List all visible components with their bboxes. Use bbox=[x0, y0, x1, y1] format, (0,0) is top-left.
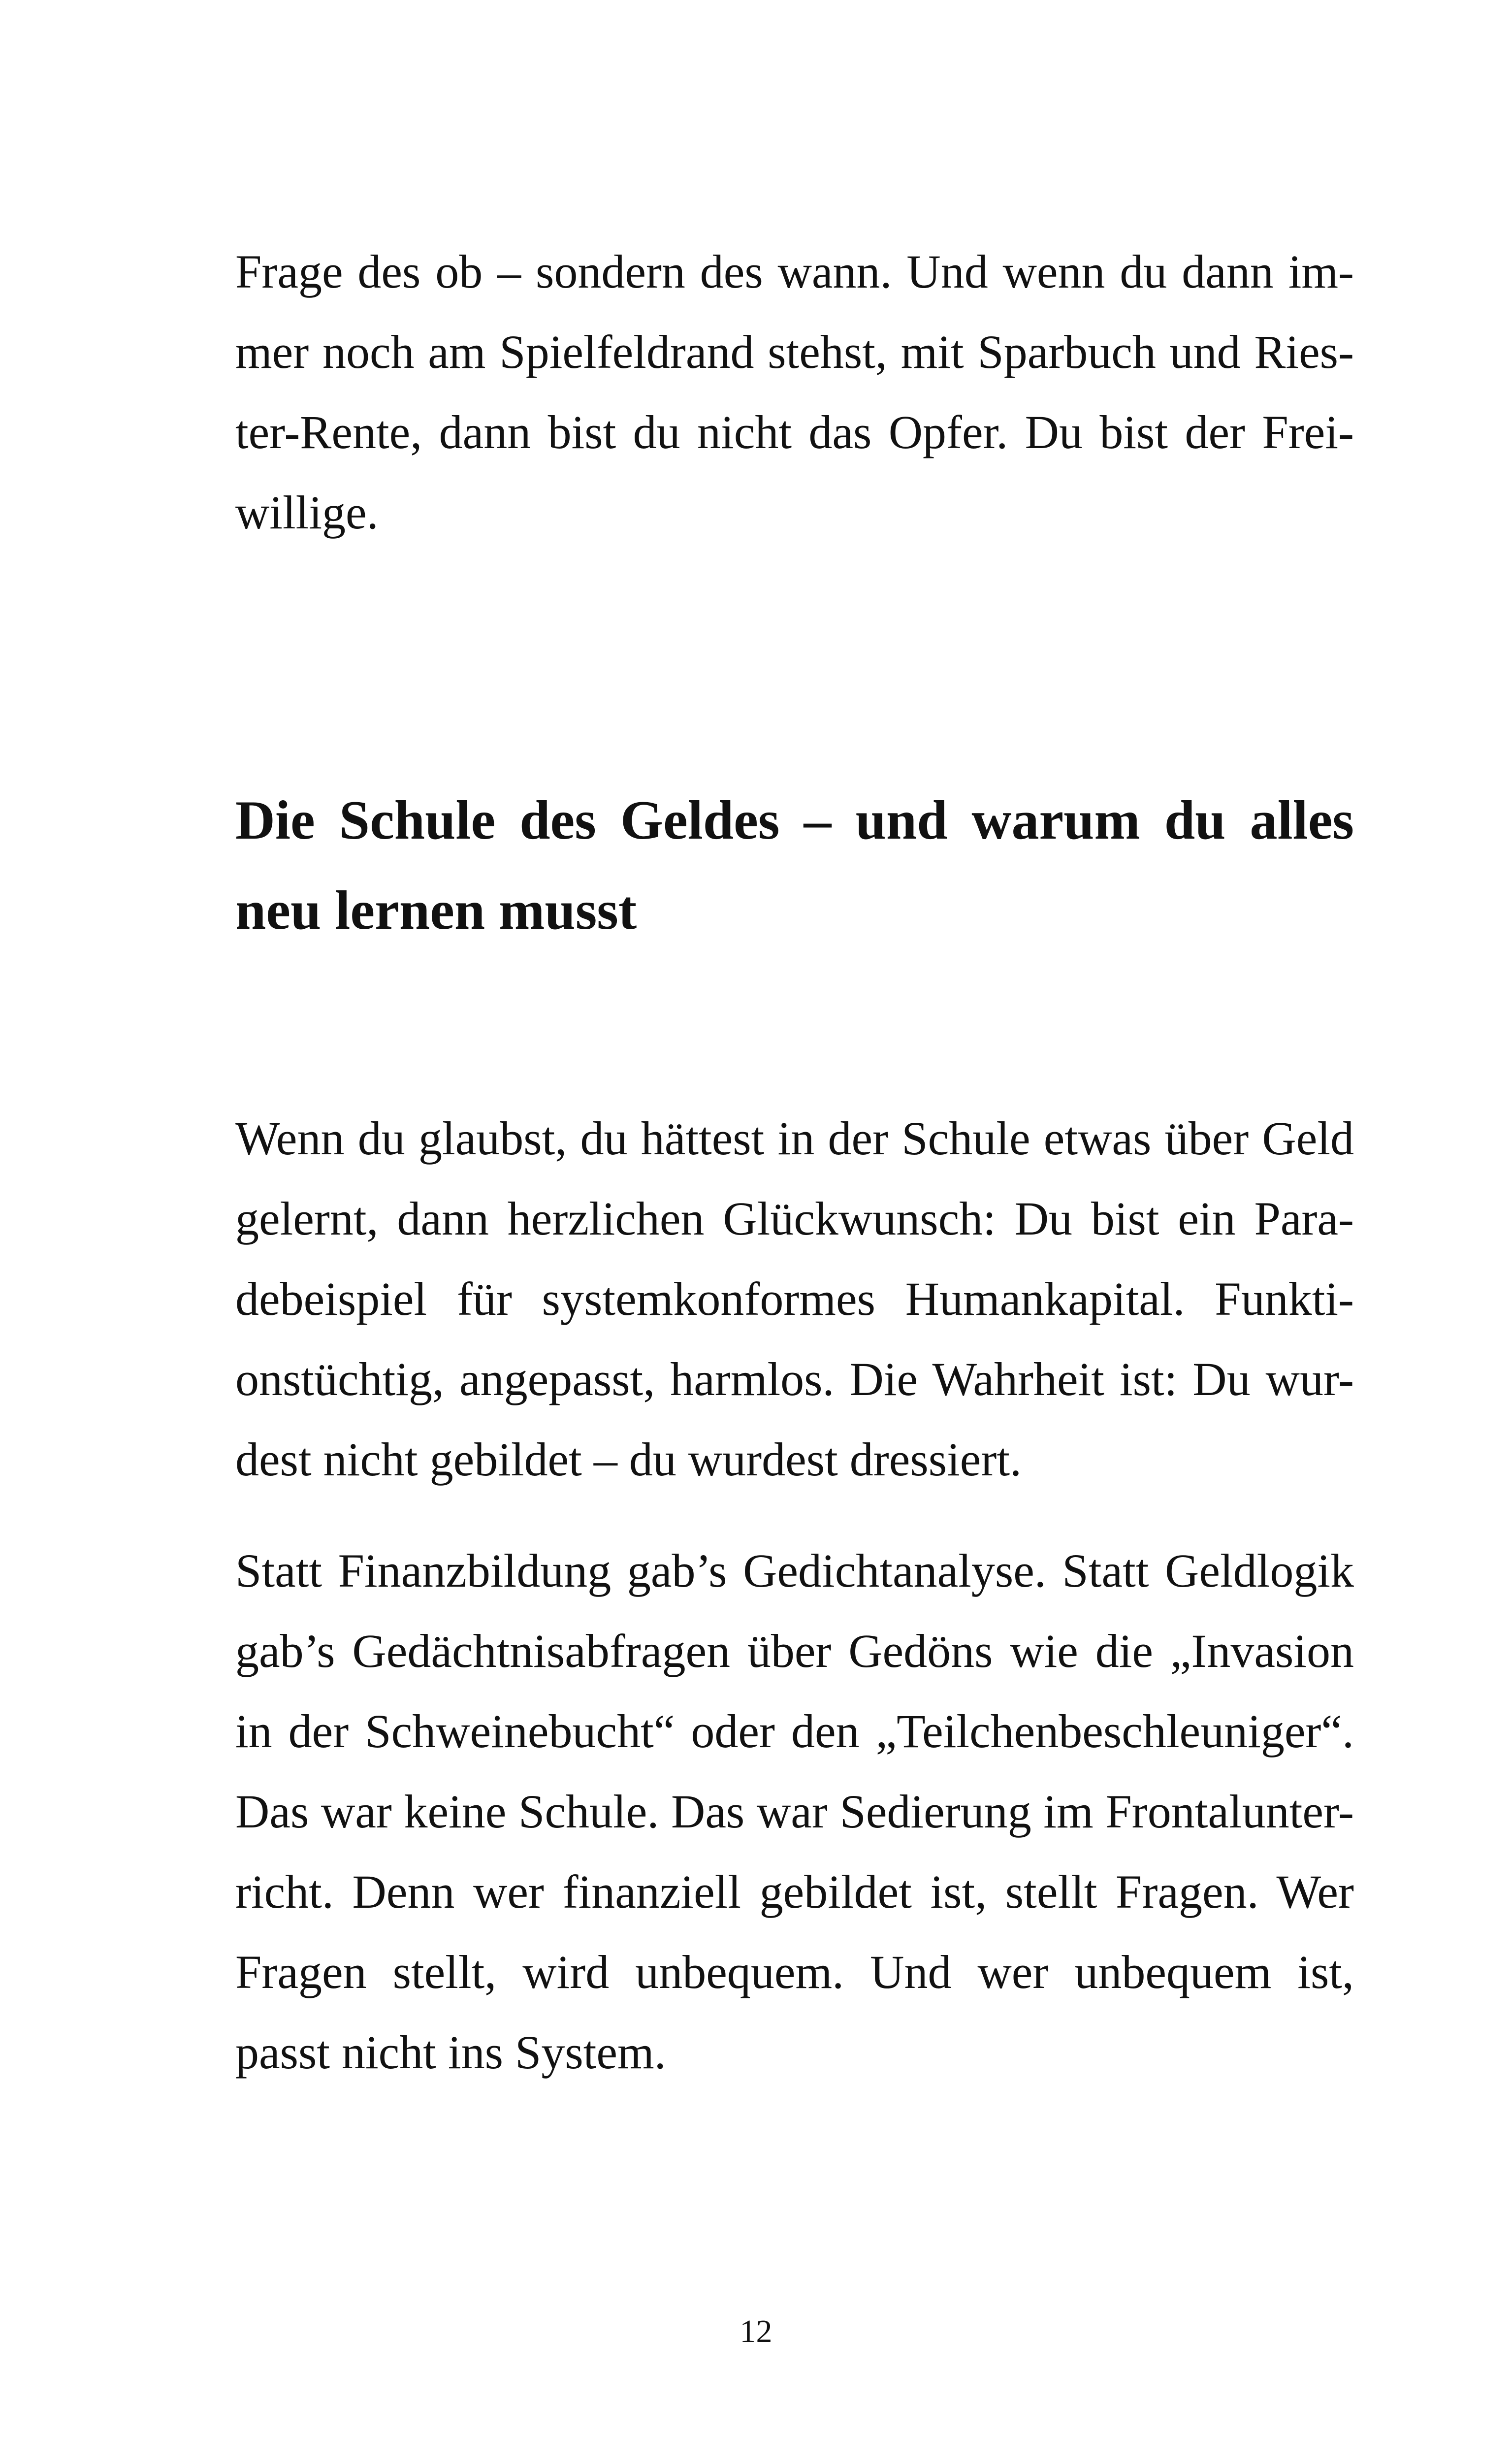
text-line: Wenn du glaubst, du hättest in der Schule etwas über Geld bbox=[235, 1112, 1354, 1165]
heading-line: Die Schule des Geldes – und warum du alles bbox=[235, 790, 1354, 851]
page-number: 12 bbox=[740, 2313, 772, 2349]
text-line: onstüchtig, angepasst, harmlos. Die Wahrheit ist: Du wur- bbox=[235, 1353, 1354, 1405]
text-line: gelernt, dann herzlichen Glückwunsch: Du bist ein Para- bbox=[235, 1192, 1354, 1245]
text-line: richt. Denn wer finanziell gebildet ist, stellt Fragen. Wer bbox=[235, 1865, 1354, 1918]
text-line: gab’s Gedächtnisabfragen über Gedöns wie die „Invasion bbox=[235, 1625, 1354, 1677]
text-line: Fragen stellt, wird unbequem. Und wer unbequem ist, bbox=[235, 1946, 1354, 1998]
paragraph-finance-education bbox=[235, 1531, 1354, 2092]
text-line: dest nicht gebildet – du wurdest dressiert. bbox=[235, 1433, 1022, 1486]
text-line: mer noch am Spielfeldrand stehst, mit Sparbuch und Ries- bbox=[235, 326, 1354, 378]
text-line: Statt Finanzbildung gab’s Gedichtanalyse. Statt Geldlogik bbox=[235, 1544, 1354, 1597]
text-line: in der Schweinebucht“ oder den „Teilchenbeschleuniger“. bbox=[235, 1705, 1354, 1758]
text-line: Frage des ob – sondern des wann. Und wenn du dann im- bbox=[235, 245, 1354, 298]
paragraph-school bbox=[235, 1098, 1354, 1499]
text-line: ter-Rente, dann bist du nicht das Opfer. Du bist der Frei- bbox=[235, 406, 1354, 458]
text-line: Das war keine Schule. Das war Sedierung im Frontalunter- bbox=[235, 1785, 1354, 1838]
paragraph-intro bbox=[235, 231, 1354, 553]
text-line: willige. bbox=[235, 486, 379, 539]
text-line: passt nicht ins System. bbox=[235, 2026, 666, 2079]
section-heading bbox=[235, 776, 1354, 956]
heading-line: neu lernen musst bbox=[235, 880, 637, 941]
text-line: debeispiel für systemkonformes Humankapital. Funkti- bbox=[235, 1272, 1354, 1325]
